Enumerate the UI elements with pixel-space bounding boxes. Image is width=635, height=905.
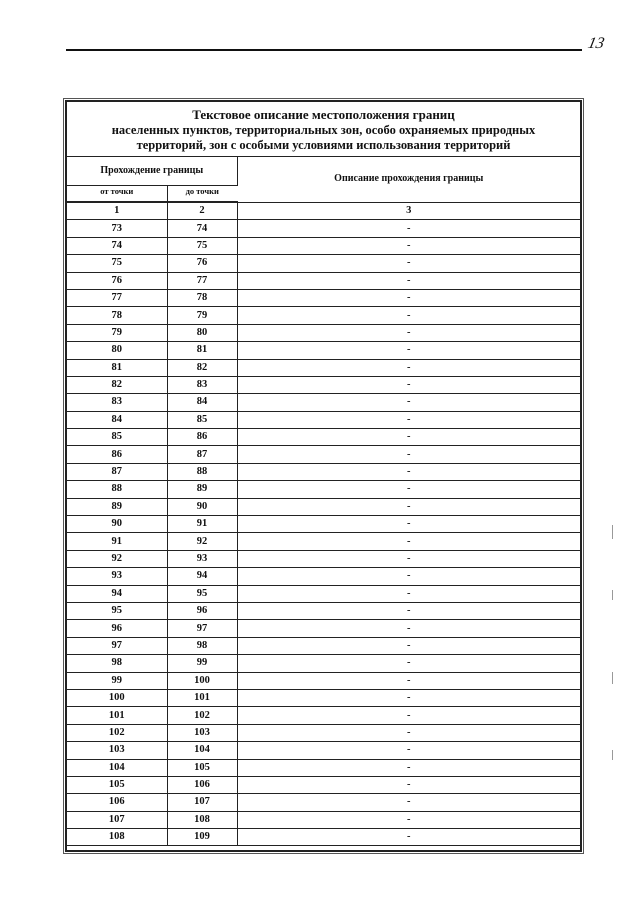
cell-to-point: 106 bbox=[167, 776, 237, 793]
cell-from-point: 93 bbox=[67, 568, 167, 585]
cell-from-point: 97 bbox=[67, 637, 167, 654]
cell-from-point: 94 bbox=[67, 585, 167, 602]
table-row bbox=[67, 376, 580, 393]
cell-from-point: 74 bbox=[67, 237, 167, 254]
scan-margin-mark bbox=[612, 590, 613, 600]
cell-from-point: 90 bbox=[67, 516, 167, 533]
table-row bbox=[67, 429, 580, 446]
cell-to-point: 104 bbox=[167, 742, 237, 759]
table-row bbox=[67, 481, 580, 498]
cell-description: - bbox=[237, 255, 580, 272]
cell-to-point: 93 bbox=[167, 550, 237, 567]
cell-description: - bbox=[237, 533, 580, 550]
cell-from-point: 80 bbox=[67, 342, 167, 359]
cell-from-point: 104 bbox=[67, 759, 167, 776]
table-row bbox=[67, 533, 580, 550]
cell-to-point: 89 bbox=[167, 481, 237, 498]
table-row bbox=[67, 220, 580, 237]
table-row bbox=[67, 655, 580, 672]
cell-description: - bbox=[237, 481, 580, 498]
cell-to-point: 98 bbox=[167, 637, 237, 654]
cell-to-point: 78 bbox=[167, 289, 237, 306]
cell-from-point: 73 bbox=[67, 220, 167, 237]
cell-to-point: 102 bbox=[167, 707, 237, 724]
cell-description: - bbox=[237, 568, 580, 585]
table-row bbox=[67, 829, 580, 846]
cell-to-point: 86 bbox=[167, 429, 237, 446]
cell-description: - bbox=[237, 672, 580, 689]
cell-to-point: 105 bbox=[167, 759, 237, 776]
table-row bbox=[67, 811, 580, 828]
table-row bbox=[67, 411, 580, 428]
page-number: 13 bbox=[586, 35, 606, 52]
cell-description: - bbox=[237, 602, 580, 619]
cell-from-point: 86 bbox=[67, 446, 167, 463]
cell-from-point: 84 bbox=[67, 411, 167, 428]
table-row bbox=[67, 446, 580, 463]
cell-to-point: 103 bbox=[167, 724, 237, 741]
cell-from-point: 102 bbox=[67, 724, 167, 741]
cell-description: - bbox=[237, 585, 580, 602]
cell-to-point: 83 bbox=[167, 376, 237, 393]
cell-to-point: 100 bbox=[167, 672, 237, 689]
cell-to-point: 101 bbox=[167, 689, 237, 706]
table-row bbox=[67, 289, 580, 306]
column-number-1: 1 bbox=[67, 202, 167, 220]
title-line-3: территорий, зон с особыми условиями использования территорий bbox=[136, 138, 511, 152]
table-row bbox=[67, 707, 580, 724]
cell-description: - bbox=[237, 411, 580, 428]
table-row bbox=[67, 794, 580, 811]
cell-to-point: 85 bbox=[167, 411, 237, 428]
scan-margin-mark bbox=[612, 525, 613, 539]
header-description: Описание прохождения границы bbox=[237, 157, 580, 202]
cell-description: - bbox=[237, 742, 580, 759]
cell-to-point: 90 bbox=[167, 498, 237, 515]
cell-to-point: 82 bbox=[167, 359, 237, 376]
cell-description: - bbox=[237, 811, 580, 828]
cell-to-point: 92 bbox=[167, 533, 237, 550]
cell-from-point: 77 bbox=[67, 289, 167, 306]
column-number-2: 2 bbox=[167, 202, 237, 220]
cell-from-point: 88 bbox=[67, 481, 167, 498]
table-row bbox=[67, 724, 580, 741]
cell-to-point: 74 bbox=[167, 220, 237, 237]
cell-description: - bbox=[237, 829, 580, 846]
cell-description: - bbox=[237, 324, 580, 341]
cell-from-point: 100 bbox=[67, 689, 167, 706]
cell-description: - bbox=[237, 516, 580, 533]
cell-description: - bbox=[237, 620, 580, 637]
cell-description: - bbox=[237, 463, 580, 480]
cell-from-point: 108 bbox=[67, 829, 167, 846]
cell-from-point: 89 bbox=[67, 498, 167, 515]
cell-to-point: 96 bbox=[167, 602, 237, 619]
cell-from-point: 96 bbox=[67, 620, 167, 637]
cell-from-point: 98 bbox=[67, 655, 167, 672]
header-to-point: до точки bbox=[167, 186, 237, 203]
table-row bbox=[67, 585, 580, 602]
cell-description: - bbox=[237, 307, 580, 324]
table-row bbox=[67, 342, 580, 359]
cell-from-point: 101 bbox=[67, 707, 167, 724]
table-row bbox=[67, 672, 580, 689]
cell-from-point: 95 bbox=[67, 602, 167, 619]
cell-description: - bbox=[237, 498, 580, 515]
cell-to-point: 109 bbox=[167, 829, 237, 846]
cell-description: - bbox=[237, 289, 580, 306]
cell-to-point: 88 bbox=[167, 463, 237, 480]
table-row bbox=[67, 550, 580, 567]
table-row bbox=[67, 776, 580, 793]
cell-from-point: 75 bbox=[67, 255, 167, 272]
cell-to-point: 75 bbox=[167, 237, 237, 254]
cell-from-point: 105 bbox=[67, 776, 167, 793]
cell-to-point: 79 bbox=[167, 307, 237, 324]
cell-description: - bbox=[237, 342, 580, 359]
cell-description: - bbox=[237, 776, 580, 793]
cell-from-point: 85 bbox=[67, 429, 167, 446]
cell-to-point: 76 bbox=[167, 255, 237, 272]
cell-from-point: 82 bbox=[67, 376, 167, 393]
table-row bbox=[67, 394, 580, 411]
header-rule bbox=[66, 49, 582, 51]
cell-from-point: 99 bbox=[67, 672, 167, 689]
table-row bbox=[67, 516, 580, 533]
header-passage: Прохождение границы bbox=[67, 157, 237, 186]
column-number-3: 3 bbox=[237, 202, 580, 220]
cell-description: - bbox=[237, 237, 580, 254]
cell-to-point: 80 bbox=[167, 324, 237, 341]
cell-from-point: 91 bbox=[67, 533, 167, 550]
table-row bbox=[67, 359, 580, 376]
scan-margin-mark bbox=[612, 750, 613, 760]
cell-to-point: 107 bbox=[167, 794, 237, 811]
table-row bbox=[67, 463, 580, 480]
boundary-description-sheet bbox=[65, 100, 582, 852]
table-row bbox=[67, 689, 580, 706]
cell-description: - bbox=[237, 220, 580, 237]
title-line-1: Текстовое описание местоположения границ bbox=[192, 107, 455, 122]
cell-to-point: 77 bbox=[167, 272, 237, 289]
table-row bbox=[67, 307, 580, 324]
cell-description: - bbox=[237, 794, 580, 811]
cell-from-point: 78 bbox=[67, 307, 167, 324]
table-row bbox=[67, 568, 580, 585]
cell-from-point: 92 bbox=[67, 550, 167, 567]
cell-from-point: 107 bbox=[67, 811, 167, 828]
table-row bbox=[67, 759, 580, 776]
cell-description: - bbox=[237, 550, 580, 567]
scan-margin-mark bbox=[612, 672, 613, 684]
cell-to-point: 84 bbox=[167, 394, 237, 411]
cell-from-point: 76 bbox=[67, 272, 167, 289]
cell-from-point: 83 bbox=[67, 394, 167, 411]
cell-description: - bbox=[237, 707, 580, 724]
cell-description: - bbox=[237, 637, 580, 654]
cell-description: - bbox=[237, 429, 580, 446]
cell-description: - bbox=[237, 376, 580, 393]
boundary-table bbox=[67, 157, 580, 846]
table-row bbox=[67, 255, 580, 272]
cell-description: - bbox=[237, 655, 580, 672]
table-row bbox=[67, 637, 580, 654]
table-row bbox=[67, 742, 580, 759]
table-row bbox=[67, 498, 580, 515]
cell-to-point: 91 bbox=[167, 516, 237, 533]
table-row bbox=[67, 272, 580, 289]
cell-description: - bbox=[237, 359, 580, 376]
cell-description: - bbox=[237, 446, 580, 463]
cell-to-point: 94 bbox=[167, 568, 237, 585]
cell-description: - bbox=[237, 394, 580, 411]
cell-from-point: 103 bbox=[67, 742, 167, 759]
title-line-2: населенных пунктов, территориальных зон, особо охраняемых природных bbox=[111, 123, 536, 137]
table-row bbox=[67, 237, 580, 254]
table-row bbox=[67, 602, 580, 619]
cell-to-point: 99 bbox=[167, 655, 237, 672]
cell-to-point: 81 bbox=[167, 342, 237, 359]
cell-to-point: 108 bbox=[167, 811, 237, 828]
header-from-point: от точки bbox=[67, 186, 167, 203]
cell-description: - bbox=[237, 689, 580, 706]
cell-to-point: 95 bbox=[167, 585, 237, 602]
table-row bbox=[67, 324, 580, 341]
cell-from-point: 79 bbox=[67, 324, 167, 341]
table-row bbox=[67, 620, 580, 637]
document-title bbox=[67, 102, 580, 157]
cell-to-point: 97 bbox=[167, 620, 237, 637]
table-body bbox=[67, 220, 580, 846]
cell-to-point: 87 bbox=[167, 446, 237, 463]
cell-from-point: 81 bbox=[67, 359, 167, 376]
cell-description: - bbox=[237, 724, 580, 741]
cell-description: - bbox=[237, 759, 580, 776]
cell-description: - bbox=[237, 272, 580, 289]
cell-from-point: 87 bbox=[67, 463, 167, 480]
cell-from-point: 106 bbox=[67, 794, 167, 811]
